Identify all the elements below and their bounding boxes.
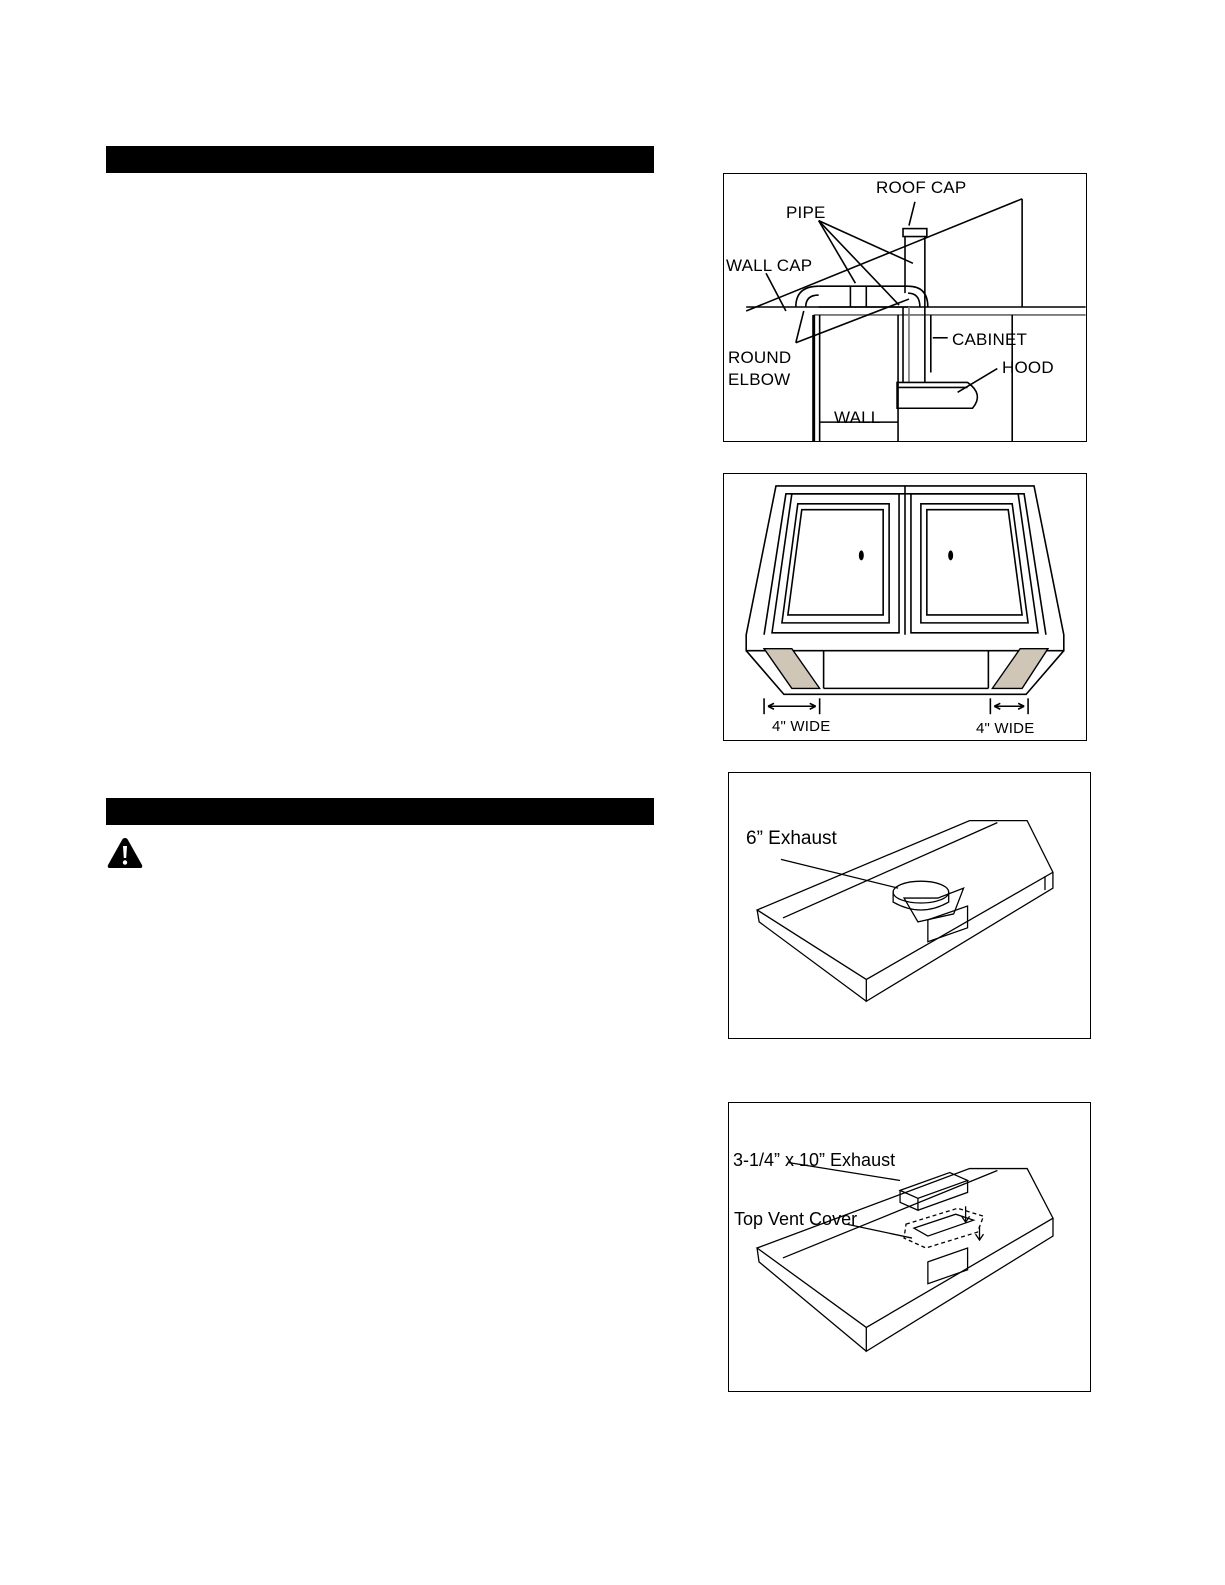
- rectangular-exhaust-hood-diagram: [728, 1102, 1091, 1392]
- left-width-label: 4" WIDE: [772, 718, 831, 735]
- section-header-bar-1: [106, 146, 654, 173]
- exhaust-6in-label: 6” Exhaust: [746, 828, 837, 849]
- cabinet-label: CABINET: [952, 330, 1028, 349]
- top-vent-cover-label: Top Vent Cover: [734, 1209, 858, 1229]
- cabinet-diagram: [723, 473, 1087, 741]
- ducting-diagram: [723, 173, 1087, 442]
- hood-label: HOOD: [1002, 358, 1054, 377]
- round-elbow-label-line2: ELBOW: [728, 370, 791, 389]
- roof-cap-label: ROOF CAP: [876, 178, 967, 197]
- wall-cap-label: WALL CAP: [726, 256, 813, 275]
- section-header-bar-2: [106, 798, 654, 825]
- pipe-label: PIPE: [786, 203, 826, 222]
- exhaust-rect-label: 3-1/4” x 10” Exhaust: [733, 1150, 896, 1170]
- round-elbow-label-line1: ROUND: [728, 348, 792, 367]
- warning-triangle-icon: [106, 836, 144, 870]
- wall-label: WALL: [834, 408, 881, 427]
- round-exhaust-hood-diagram: [728, 772, 1091, 1039]
- right-width-label: 4" WIDE: [976, 720, 1035, 737]
